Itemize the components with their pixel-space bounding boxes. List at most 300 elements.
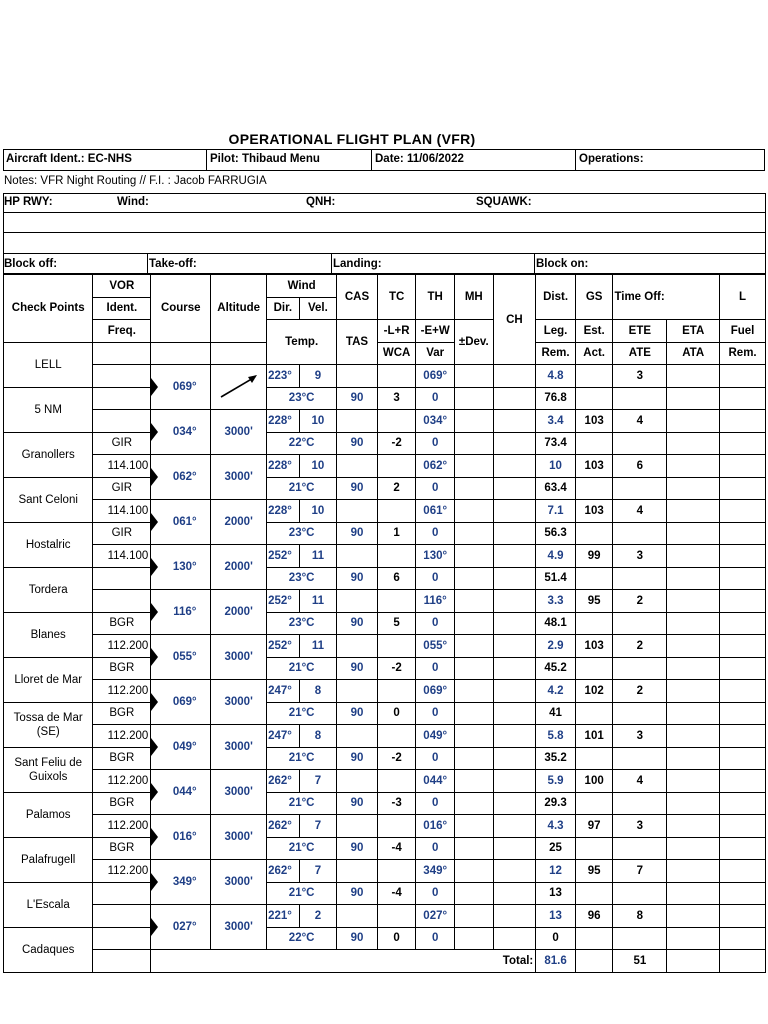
var-value: 0 <box>416 387 455 410</box>
ate-header: ATE <box>613 342 667 365</box>
fuel-value <box>720 455 766 478</box>
block-off-label: Block off: <box>4 258 58 270</box>
tc-value <box>377 725 416 748</box>
table-row <box>4 567 766 590</box>
fuel-rem-value <box>720 477 766 500</box>
triangle-right-icon <box>151 918 158 936</box>
wca-value: 5 <box>377 612 416 635</box>
vor-freq: 112.200 <box>93 860 151 883</box>
dist-leg: 7.1 <box>536 500 576 523</box>
dev-value <box>455 882 494 905</box>
dist-leg: 12 <box>536 860 576 883</box>
triangle-right-icon <box>151 603 158 621</box>
ata-value <box>667 927 720 950</box>
tc-value <box>377 635 416 658</box>
tas-value: 90 <box>337 522 378 545</box>
altitude-value: 3000' <box>211 860 267 905</box>
cas-value <box>337 545 378 568</box>
diagonal-arrow-icon <box>217 371 261 401</box>
th-header: TH <box>416 275 455 320</box>
ete-value: 4 <box>613 500 667 523</box>
gs-est <box>575 365 613 388</box>
dist-rem: 35.2 <box>536 747 576 770</box>
wca-value: -4 <box>377 837 416 860</box>
vor-freq: 114.100 <box>93 545 151 568</box>
tas-value: 90 <box>337 927 378 950</box>
fuel-value <box>720 860 766 883</box>
th-value: 027° <box>416 905 455 928</box>
cas-value <box>337 680 378 703</box>
total-fuel <box>720 950 766 973</box>
wind-vel: 8 <box>299 725 337 748</box>
course-value: 016° <box>172 831 197 843</box>
ate-value <box>613 567 667 590</box>
fuel-value <box>720 635 766 658</box>
tc-value <box>377 815 416 838</box>
gs-est: 103 <box>575 455 613 478</box>
ch-value <box>493 725 536 748</box>
altitude-value: 3000' <box>211 815 267 860</box>
vor-freq <box>93 905 151 928</box>
ata-value <box>667 657 720 680</box>
ch-value <box>493 432 536 455</box>
course-cell <box>151 815 211 860</box>
ch-value <box>493 702 536 725</box>
vor-freq: 114.100 <box>93 500 151 523</box>
dist-leg: 5.9 <box>536 770 576 793</box>
gs-est: 100 <box>575 770 613 793</box>
ch-value <box>493 927 536 950</box>
act-header: Act. <box>575 342 613 365</box>
tc-value <box>377 410 416 433</box>
total-row <box>4 950 766 973</box>
ate-value <box>613 747 667 770</box>
tas-value: 90 <box>337 477 378 500</box>
document-title: OPERATIONAL FLIGHT PLAN (VFR) <box>228 131 476 147</box>
ch-value <box>493 455 536 478</box>
ata-value <box>667 792 720 815</box>
wind-vel: 9 <box>299 365 337 388</box>
gs-act <box>575 702 613 725</box>
eta-value <box>667 860 720 883</box>
checkpoint-name: Tordera <box>4 567 93 612</box>
pilot-name: Pilot: Thibaud Menu <box>210 153 320 165</box>
table-row <box>4 702 766 725</box>
ch-value <box>493 882 536 905</box>
checkpoint-name: Cadaques <box>4 927 93 972</box>
th-value: 055° <box>416 635 455 658</box>
dist-header: Dist. <box>536 275 576 320</box>
cas-value <box>337 815 378 838</box>
course-value: 069° <box>172 696 197 708</box>
ata-value <box>667 837 720 860</box>
course-value: 069° <box>172 381 197 393</box>
wca-value: 6 <box>377 567 416 590</box>
wind-vel: 11 <box>299 545 337 568</box>
ew-header: -E+W <box>416 320 455 343</box>
th-value: 049° <box>416 725 455 748</box>
mh-value <box>455 545 494 568</box>
tas-value: 90 <box>337 432 378 455</box>
eta-value <box>667 455 720 478</box>
ate-value <box>613 702 667 725</box>
ate-value <box>613 882 667 905</box>
vor-freq: 114.100 <box>93 455 151 478</box>
wca-value: 0 <box>377 927 416 950</box>
course-value: 044° <box>172 786 197 798</box>
fuel-rem-value <box>720 657 766 680</box>
fuel-rem-value <box>720 927 766 950</box>
ch-value <box>493 837 536 860</box>
var-value: 0 <box>416 432 455 455</box>
aircraft-ident: Aircraft Ident.: EC-NHS <box>6 153 132 165</box>
freq-header: Freq. <box>93 320 151 343</box>
mh-value <box>455 455 494 478</box>
dist-rem: 48.1 <box>536 612 576 635</box>
eta-value <box>667 410 720 433</box>
tc-value <box>377 590 416 613</box>
cas-value <box>337 770 378 793</box>
wind-dir: 262° <box>267 770 300 793</box>
dist-rem: 13 <box>536 882 576 905</box>
est-header: Est. <box>575 320 613 343</box>
eta-value <box>667 905 720 928</box>
table-row <box>4 792 766 815</box>
temperature: 23°C <box>267 567 337 590</box>
wind-vel: 10 <box>299 500 337 523</box>
total-label: Total: <box>151 950 536 973</box>
fuel-value <box>720 680 766 703</box>
eta-value <box>667 365 720 388</box>
ate-value <box>613 432 667 455</box>
table-row <box>4 815 766 838</box>
cas-header: CAS <box>337 275 378 320</box>
tas-value: 90 <box>337 657 378 680</box>
tc-value <box>377 770 416 793</box>
ata-value <box>667 612 720 635</box>
ch-value <box>493 680 536 703</box>
table-row <box>4 837 766 860</box>
ata-value <box>667 747 720 770</box>
vor-ident <box>93 882 151 905</box>
altitude-value: 3000' <box>211 725 267 770</box>
mh-value <box>455 680 494 703</box>
tas-value: 90 <box>337 882 378 905</box>
ata-value <box>667 522 720 545</box>
ch-header: CH <box>493 275 536 365</box>
vor-freq <box>93 590 151 613</box>
table-row <box>4 680 766 703</box>
ate-value <box>613 837 667 860</box>
fuel-rem-value <box>720 387 766 410</box>
gs-est: 97 <box>575 815 613 838</box>
vor-ident: BGR <box>93 702 151 725</box>
table-row <box>4 725 766 748</box>
total-gs <box>575 950 613 973</box>
operations-label: Operations: <box>579 153 644 165</box>
cas-value <box>337 860 378 883</box>
eta-value <box>667 770 720 793</box>
mh-value <box>455 725 494 748</box>
vor-freq: 112.200 <box>93 680 151 703</box>
altitude-value: 3000' <box>211 680 267 725</box>
wca-value: -4 <box>377 882 416 905</box>
wca-value: -2 <box>377 747 416 770</box>
gs-est: 95 <box>575 860 613 883</box>
gs-header: GS <box>575 275 613 320</box>
vor-freq <box>93 410 151 433</box>
table-row <box>4 477 766 500</box>
temperature: 23°C <box>267 387 337 410</box>
altitude-value: 2000' <box>211 500 267 545</box>
th-value: 069° <box>416 680 455 703</box>
gs-act <box>575 567 613 590</box>
checkpoints-header: Check Points <box>4 275 93 343</box>
temperature: 21°C <box>267 477 337 500</box>
cas-value <box>337 365 378 388</box>
course-cell <box>151 680 211 725</box>
ata-value <box>667 432 720 455</box>
table-row <box>4 635 766 658</box>
dev-value <box>455 567 494 590</box>
temp-header: Temp. <box>267 320 337 365</box>
ete-value: 7 <box>613 860 667 883</box>
altitude-value: 3000' <box>211 410 267 455</box>
ete-value: 4 <box>613 410 667 433</box>
block-on-label: Block on: <box>536 258 589 270</box>
gs-act <box>575 657 613 680</box>
vor-ident: BGR <box>93 747 151 770</box>
tc-value <box>377 545 416 568</box>
th-value: 034° <box>416 410 455 433</box>
tas-value: 90 <box>337 837 378 860</box>
gs-est: 103 <box>575 635 613 658</box>
course-cell <box>151 905 211 950</box>
gs-act <box>575 387 613 410</box>
eta-value <box>667 815 720 838</box>
ch-value <box>493 635 536 658</box>
table-row <box>4 500 766 523</box>
table-row <box>4 455 766 478</box>
fuel-value <box>720 905 766 928</box>
tas-value: 90 <box>337 702 378 725</box>
temperature: 21°C <box>267 747 337 770</box>
ch-value <box>493 612 536 635</box>
fuel-rem-value <box>720 567 766 590</box>
dev-value <box>455 747 494 770</box>
course-value: 062° <box>172 471 197 483</box>
dist-rem: 45.2 <box>536 657 576 680</box>
wind-dir: 223° <box>267 365 300 388</box>
wind-dir: 262° <box>267 860 300 883</box>
ete-value: 2 <box>613 635 667 658</box>
wca-value: 1 <box>377 522 416 545</box>
course-cell <box>151 860 211 905</box>
mh-value <box>455 500 494 523</box>
triangle-right-icon <box>151 558 158 576</box>
vel-header: Vel. <box>299 297 337 320</box>
course-cell <box>151 590 211 635</box>
altitude-value: 2000' <box>211 545 267 590</box>
wind-dir: 228° <box>267 455 300 478</box>
tc-header: TC <box>377 275 416 320</box>
wind-vel: 11 <box>299 635 337 658</box>
dist-rem: 76.8 <box>536 387 576 410</box>
altitude-value: 3000' <box>211 635 267 680</box>
eta-value <box>667 500 720 523</box>
ata-value <box>667 702 720 725</box>
ate-value <box>613 612 667 635</box>
triangle-right-icon <box>151 468 158 486</box>
var-value: 0 <box>416 882 455 905</box>
hp-rwy-label: HP RWY: <box>4 196 53 208</box>
gs-act <box>575 792 613 815</box>
mh-value <box>455 590 494 613</box>
wind-vel: 10 <box>299 455 337 478</box>
table-row <box>4 882 766 905</box>
vor-ident <box>93 927 151 950</box>
table-row <box>4 410 766 433</box>
vor-ident: GIR <box>93 522 151 545</box>
gs-act <box>575 612 613 635</box>
vor-freq: 112.200 <box>93 635 151 658</box>
dist-leg: 4.2 <box>536 680 576 703</box>
gs-est: 96 <box>575 905 613 928</box>
squawk-label: SQUAWK: <box>476 196 532 208</box>
course-cell <box>151 770 211 815</box>
fuel-rem-value <box>720 612 766 635</box>
wind-vel: 10 <box>299 410 337 433</box>
var-value: 0 <box>416 837 455 860</box>
fuel-rem-value <box>720 432 766 455</box>
fuel-value <box>720 590 766 613</box>
checkpoint-name: Blanes <box>4 612 93 657</box>
checkpoint-name: Palamos <box>4 792 93 837</box>
total-eta <box>667 950 720 973</box>
var-value: 0 <box>416 702 455 725</box>
mh-value <box>455 365 494 388</box>
eta-value <box>667 725 720 748</box>
triangle-right-icon <box>151 873 158 891</box>
dist-rem: 51.4 <box>536 567 576 590</box>
dist-leg: 4.9 <box>536 545 576 568</box>
vor-ident: BGR <box>93 792 151 815</box>
header-row <box>3 149 765 171</box>
var-value: 0 <box>416 612 455 635</box>
altitude-value: 2000' <box>211 590 267 635</box>
wind-dir: 247° <box>267 725 300 748</box>
cas-value <box>337 725 378 748</box>
table-row <box>4 905 766 928</box>
ete-value: 3 <box>613 725 667 748</box>
dist-leg: 2.9 <box>536 635 576 658</box>
course-cell <box>151 500 211 545</box>
triangle-right-icon <box>151 693 158 711</box>
altitude-value <box>211 365 267 410</box>
lr-header: -L+R <box>377 320 416 343</box>
checkpoint-name: 5 NM <box>4 387 93 432</box>
gs-est: 101 <box>575 725 613 748</box>
fuel-value <box>720 365 766 388</box>
ch-value <box>493 590 536 613</box>
ch-value <box>493 657 536 680</box>
var-value: 0 <box>416 792 455 815</box>
ch-value <box>493 522 536 545</box>
wind-header: Wind <box>267 275 337 298</box>
ate-value <box>613 477 667 500</box>
cas-value <box>337 905 378 928</box>
mh-value <box>455 770 494 793</box>
th-value: 062° <box>416 455 455 478</box>
wind-dir: 228° <box>267 500 300 523</box>
temperature: 22°C <box>267 432 337 455</box>
vor-ident: GIR <box>93 432 151 455</box>
temperature: 21°C <box>267 837 337 860</box>
dev-value <box>455 387 494 410</box>
gs-est: 99 <box>575 545 613 568</box>
triangle-right-icon <box>151 738 158 756</box>
course-value: 034° <box>172 426 197 438</box>
dir-header: Dir. <box>267 297 300 320</box>
fuel-rem-value <box>720 882 766 905</box>
course-value: 349° <box>172 876 197 888</box>
altitude-value: 3000' <box>211 905 267 950</box>
wca-value: -2 <box>377 657 416 680</box>
checkpoint-name: Lloret de Mar <box>4 657 93 702</box>
vor-ident: BGR <box>93 612 151 635</box>
ete-value: 4 <box>613 770 667 793</box>
th-value: 349° <box>416 860 455 883</box>
ch-value <box>493 860 536 883</box>
dev-header: ±Dev. <box>455 320 494 365</box>
fuel-header: Fuel <box>720 320 766 343</box>
ch-value <box>493 815 536 838</box>
course-value: 055° <box>172 651 197 663</box>
eta-header: ETA <box>667 320 720 343</box>
th-value: 044° <box>416 770 455 793</box>
ata-value <box>667 387 720 410</box>
vor-ident <box>93 387 151 410</box>
dist-leg: 4.8 <box>536 365 576 388</box>
dist-rem: 29.3 <box>536 792 576 815</box>
vor-header: VOR <box>93 275 151 298</box>
gs-act <box>575 522 613 545</box>
fuel-rem-value <box>720 747 766 770</box>
fuel-value <box>720 545 766 568</box>
cas-value <box>337 410 378 433</box>
dev-value <box>455 837 494 860</box>
ata-header: ATA <box>667 342 720 365</box>
dist-leg: 5.8 <box>536 725 576 748</box>
table-row <box>4 927 766 950</box>
altitude-spacer <box>211 342 267 365</box>
vor-freq <box>93 950 151 973</box>
th-value: 069° <box>416 365 455 388</box>
ch-value <box>493 567 536 590</box>
ch-value <box>493 905 536 928</box>
course-cell <box>151 635 211 680</box>
landing-label: Landing: <box>333 258 382 270</box>
course-cell <box>151 410 211 455</box>
fuel-value <box>720 410 766 433</box>
ete-value: 3 <box>613 545 667 568</box>
temperature: 21°C <box>267 792 337 815</box>
wca-value: 0 <box>377 702 416 725</box>
vor-freq <box>93 365 151 388</box>
dist-rem: 0 <box>536 927 576 950</box>
table-row <box>4 522 766 545</box>
wind-dir: 228° <box>267 410 300 433</box>
